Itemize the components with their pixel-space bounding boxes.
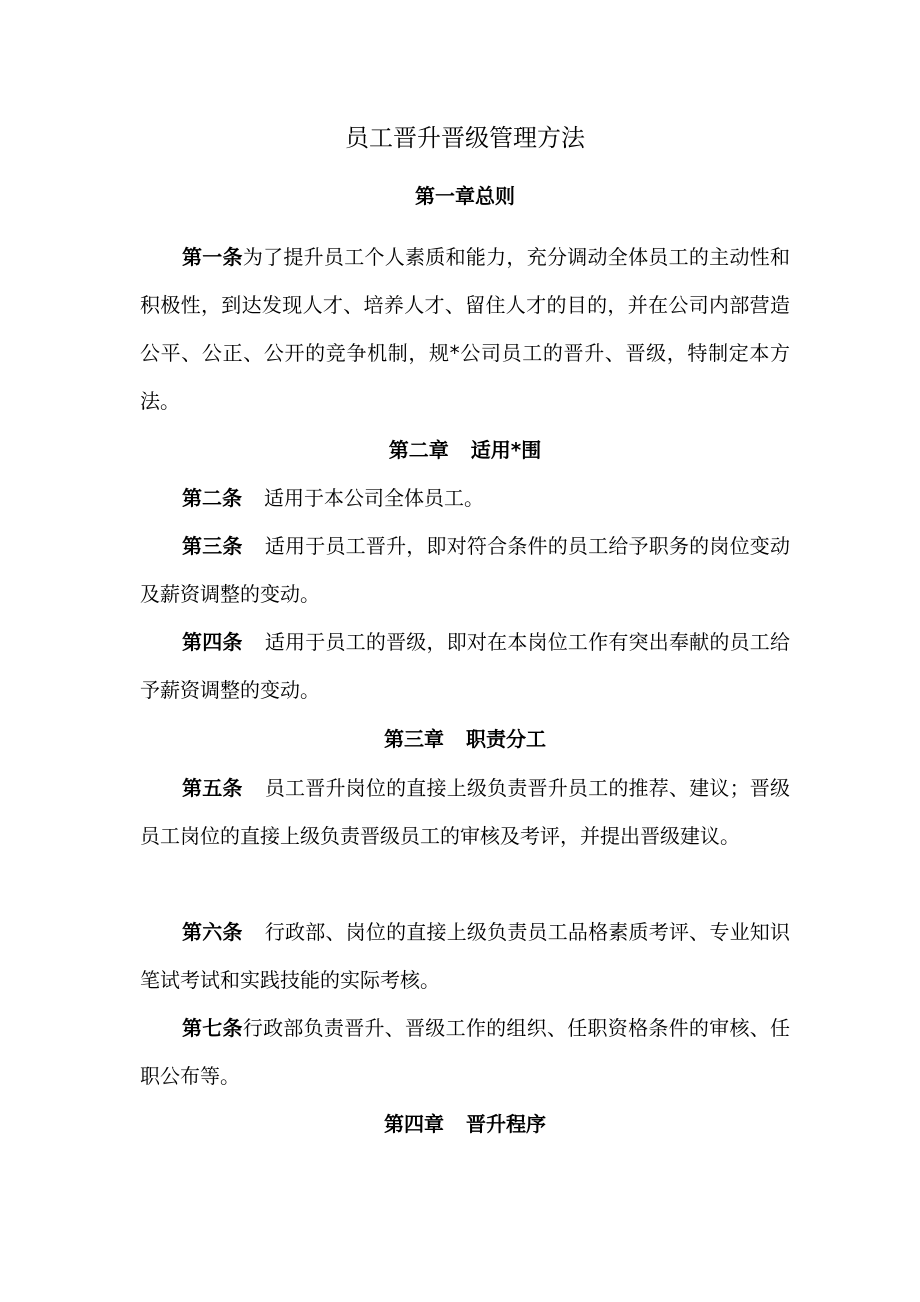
article-7 bbox=[140, 1004, 790, 1100]
article-1-label: 第一条 bbox=[182, 245, 243, 269]
chapter-3-name: 职责分工 bbox=[466, 727, 546, 751]
article-6-text: 行政部、岗位的直接上级负责员工品格素质考评、专业知识笔试考试和实践技能的实际考核。 bbox=[140, 920, 791, 992]
chapter-3-heading bbox=[140, 723, 790, 755]
document-title: 员工晋升晋级管理方法 bbox=[345, 124, 585, 152]
article-2 bbox=[140, 474, 790, 522]
article-1 bbox=[140, 233, 790, 425]
article-4 bbox=[140, 618, 790, 714]
article-1-text: 为了提升员工个人素质和能力，充分调动全体员工的主动性和积极性，到达发现人才、培养人才、留住人才的目的，并在公司内部营造公平、公正、公开的竞争机制，规*公司员工的晋升、晋级，特制定本方法。 bbox=[140, 245, 791, 413]
article-6-label: 第六条 bbox=[182, 920, 243, 944]
article-5-text: 员工晋升岗位的直接上级负责晋升员工的推荐、建议；晋级员工岗位的直接上级负责晋级员工的审核及考评，并提出晋级建议。 bbox=[140, 776, 791, 848]
chapter-2-number: 第二章 bbox=[388, 438, 449, 462]
chapter-4-heading bbox=[140, 1108, 790, 1140]
chapter-2-name: 适用*围 bbox=[470, 438, 542, 462]
article-4-text: 适用于员工的晋级，即对在本岗位工作有突出奉献的员工给予薪资调整的变动。 bbox=[140, 630, 791, 702]
chapter-2-heading bbox=[140, 434, 790, 466]
article-5 bbox=[140, 764, 790, 860]
article-5-label: 第五条 bbox=[182, 776, 243, 800]
article-3 bbox=[140, 522, 790, 618]
article-3-label: 第三条 bbox=[182, 534, 243, 558]
article-3-text: 适用于员工晋升，即对符合条件的员工给予职务的岗位变动及薪资调整的变动。 bbox=[140, 534, 791, 606]
chapter-4-number: 第四章 bbox=[384, 1112, 444, 1136]
article-2-text: 适用于本公司全体员工。 bbox=[264, 486, 484, 510]
chapter-4-name: 晋升程序 bbox=[466, 1112, 546, 1136]
chapter-3-number: 第三章 bbox=[384, 727, 444, 751]
chapter-1-heading: 第一章总则 bbox=[415, 184, 515, 208]
article-6 bbox=[140, 908, 790, 1004]
article-7-text: 行政部负责晋升、晋级工作的组织、任职资格条件的审核、任职公布等。 bbox=[140, 1016, 791, 1088]
article-2-label: 第二条 bbox=[182, 486, 242, 510]
article-4-label: 第四条 bbox=[182, 630, 243, 654]
article-7-label: 第七条 bbox=[182, 1016, 243, 1040]
